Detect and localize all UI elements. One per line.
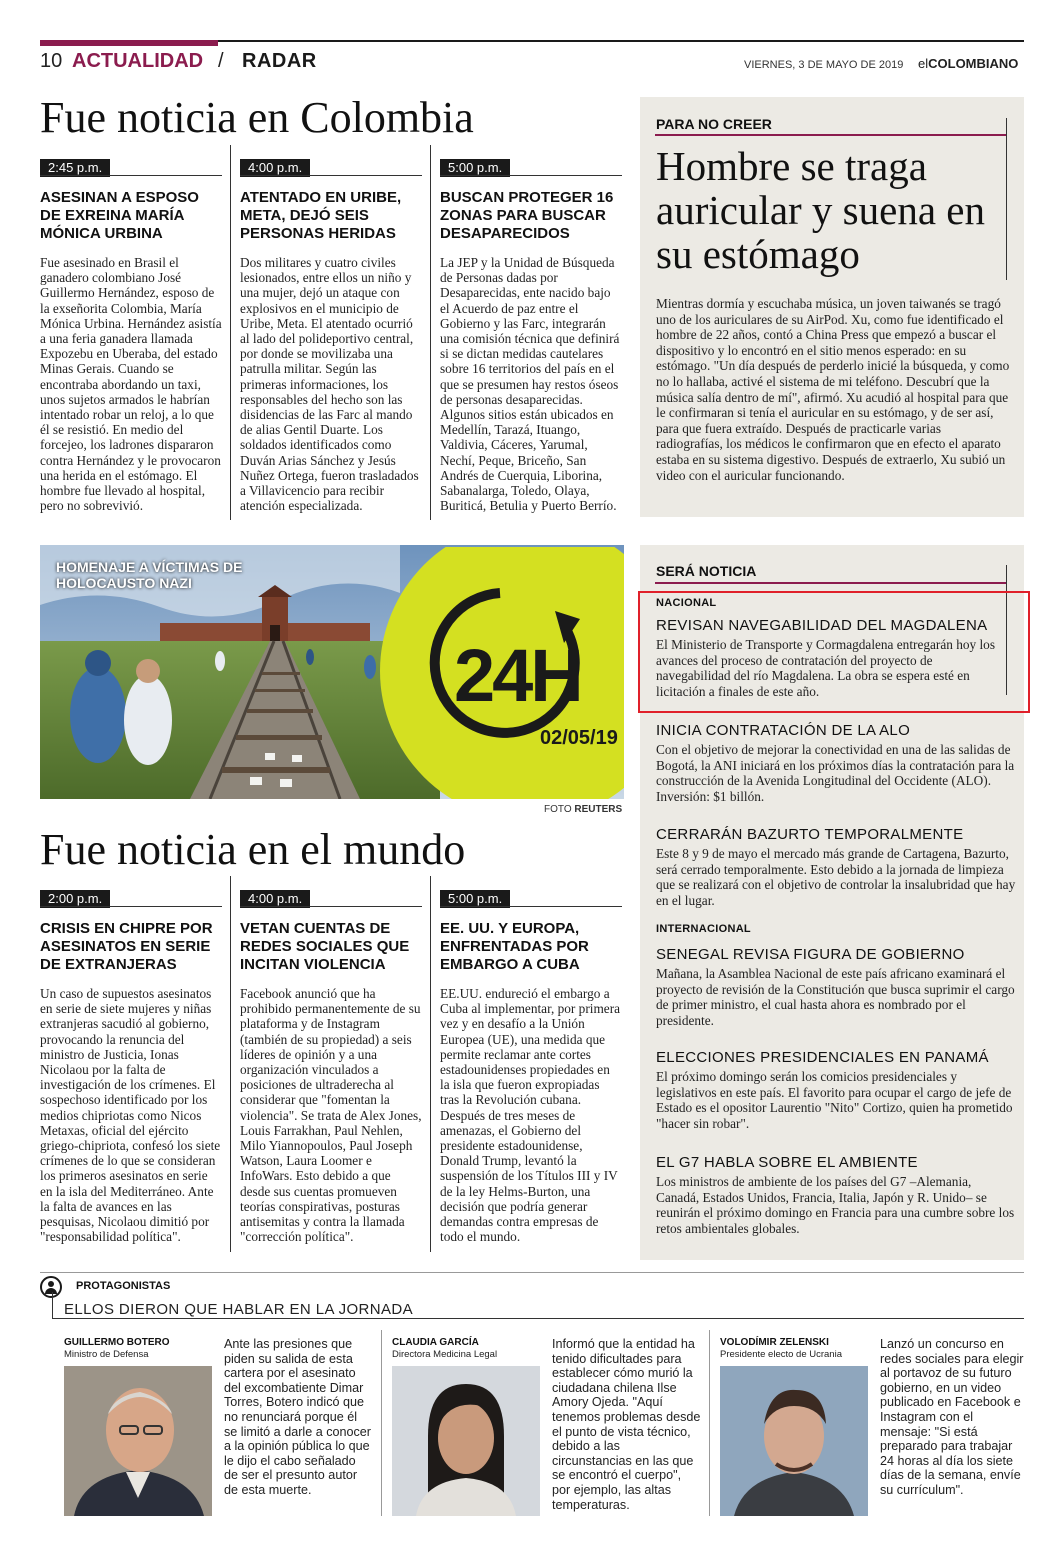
sera-noticia-item xyxy=(656,946,1016,1028)
sera-noticia-item xyxy=(656,1154,1016,1236)
protagonistas-rule xyxy=(52,1318,1024,1319)
column-rule xyxy=(230,876,231,1252)
sera-noticia-kicker: SERÁ NOTICIA xyxy=(656,563,757,579)
protagonist-name: VOLODÍMIR ZELENSKI xyxy=(720,1337,829,1348)
item-title: ELECCIONES PRESIDENCIALES EN PANAMÁ xyxy=(656,1049,989,1066)
24h-badge xyxy=(380,547,624,799)
internacional-label: INTERNACIONAL xyxy=(656,923,751,935)
protagonist-name: GUILLERMO BOTERO xyxy=(64,1337,170,1348)
para-no-creer-body: Mientras dormía y escuchaba música, un joven taiwanés se tragó uno de los auriculares de su AirPod. Xu, como fue identificado el hombre de 22 años, contó a China Press que empezó a buscar el dispositivo y lo encontró en el sitio menos esperado: en su estómago. "Un día después de perderlo inicié la búsqueda, y como no lo hallaba, activé el sistema de mi teléfono. Descubrí que la música salía dentro de mí", afirmó. Xu acudió al hospital para que le confirmaran si tenía el auricular en su estómago, y de ser así, para que fuera extraído. Después de practicarle varias radiografías, los médicos le confirmaron que en efecto el aparato estaba en su sistema digestivo. Después de extraerlo, Xu subió un video con el auricular funcionando. xyxy=(656,296,1010,483)
column-rule xyxy=(230,145,231,520)
colombia-story-2 xyxy=(240,157,422,513)
section-name: ACTUALIDAD xyxy=(72,50,204,72)
column-rule xyxy=(430,876,431,1252)
colombia-story-1 xyxy=(40,157,222,513)
photo-credit-source: REUTERS xyxy=(574,804,623,815)
kicker-rule xyxy=(655,134,1007,136)
nacional-label: NACIONAL xyxy=(656,597,717,609)
time-rule xyxy=(440,175,622,176)
item-body: Los ministros de ambiente de los países del G7 –Alemania, Canadá, Estados Unidos, Francia, Italia, Japón y R. Unido– se reunirán el próximo domingo en Francia para una cumbre sobre los retos ambientales globales. xyxy=(656,1174,1015,1236)
24h-date: 02/05/19 xyxy=(540,727,618,749)
item-title: INICIA CONTRATACIÓN DE LA ALO xyxy=(656,722,911,739)
avatar xyxy=(720,1366,868,1516)
story-title: CRISIS EN CHIPRE POR ASESINATOS EN SERIE DE EXTRANJERAS xyxy=(40,920,213,973)
mundo-heading: Fue noticia en el mundo xyxy=(40,825,466,874)
item-title: CERRARÁN BAZURTO TEMPORALMENTE xyxy=(656,826,964,843)
protagonistas-label: PROTAGONISTAS xyxy=(76,1280,171,1292)
sera-noticia-item xyxy=(656,826,1016,908)
protagonist-divider xyxy=(709,1330,710,1516)
story-time: 5:00 p.m. xyxy=(440,159,510,177)
protagonistas-subtitle: ELLOS DIERON QUE HABLAR EN LA JORNADA xyxy=(64,1301,414,1318)
item-title: SENEGAL REVISA FIGURA DE GOBIERNO xyxy=(656,946,965,963)
item-body: Este 8 y 9 de mayo el mercado más grande de Cartagena, Bazurto, será cerrado temporalmente. Esto debido a la jornada de limpieza que se realizará con el objetivo de controlar la insalubridad que hay en el lugar. xyxy=(656,846,1016,908)
side-rule xyxy=(1006,118,1007,280)
24h-label: 24H xyxy=(454,634,581,717)
column-rule xyxy=(430,145,431,520)
story-body: EE.UU. endureció el embargo a Cuba al implementar, por primera vez y en desafío a la Unión Europea (UE), una medida que permite reclamar ante cortes estadounidenses propiedades en la isla que fueron expropiadas tras la Revolución cubana. Después de tres meses de amenazas, el Gobierno del presidente estadounidense, Donald Trump, levantó la suspensión de los Títulos III y IV de la ley Helms-Burton, una decisión que podría generar demandas contra empresas de todo el mundo. xyxy=(440,986,621,1245)
time-rule xyxy=(440,906,622,907)
portrait-illustration xyxy=(392,1366,540,1516)
time-rule xyxy=(40,906,222,907)
protagonist-divider xyxy=(381,1330,382,1516)
holocaust-memorial-photo xyxy=(40,545,624,799)
story-time: 4:00 p.m. xyxy=(240,159,310,177)
story-time: 4:00 p.m. xyxy=(240,890,310,908)
photo-overlay-caption: HOMENAJE A VÍCTIMAS DE HOLOCAUSTO NAZI xyxy=(56,559,243,591)
sera-noticia-item xyxy=(656,722,1016,804)
masthead-name: COLOMBIANO xyxy=(928,56,1019,71)
protagonist-role: Ministro de Defensa xyxy=(64,1349,149,1360)
item-body: Mañana, la Asamblea Nacional de este país africano examinará el proyecto de revisión de la Constitución que busca suprimir el cargo de primer ministro, el cual hasta ahora es nombrado por el presidente. xyxy=(656,966,1015,1028)
protagonist-quote: Informó que la entidad ha tenido dificultades para establecer cómo murió la ciudadana chilena Ilse Amory Ojeda. "Aquí tenemos problemas desde el punto de vista técnico, debido a las circunstancias en las que se encontró el cuerpo", por ejemplo, las altas temperaturas. xyxy=(552,1337,701,1512)
dateline: VIERNES, 3 DE MAYO DE 2019 xyxy=(744,59,904,71)
header-accent-bar xyxy=(40,40,218,46)
person-icon xyxy=(40,1276,62,1298)
avatar xyxy=(392,1366,540,1516)
portrait-illustration xyxy=(720,1366,868,1516)
protagonist-quote: Lanzó un concurso en redes sociales para elegir al portavoz de su futuro gobierno, en un video publicado en Facebook e Instagram con el mensaje: "Si está preparado para trabajar 24 horas al día los siete días de la semana, envíe su currículum". xyxy=(880,1337,1024,1497)
colombia-heading: Fue noticia en Colombia xyxy=(40,93,474,142)
photo-credit-prefix: FOTO xyxy=(544,804,572,815)
section-slash: / xyxy=(218,50,224,72)
protagonist-role: Presidente electo de Ucrania xyxy=(720,1349,842,1360)
story-body: Facebook anunció que ha prohibido permanentemente de su plataforma y de Instagram (también de su propiedad) a seis líderes de opinión y a una organización vinculados a posiciones de ultraderecha al considerar que "fomentan la violencia". Se trata de Alex Jones, Louis Farrakhan, Paul Nehlen, Milo Yiannopoulos, Paul Joseph Watson, Laura Loomer e InfoWars. Esto debido a que desde sus cuentas promueven teorías conspirativas, posturas antisemitas y contra la llamada "corrección política". xyxy=(240,986,422,1245)
protagonistas-top-rule xyxy=(40,1272,1024,1273)
protagonist-quote: Ante las presiones que piden su salida de esta cartera por el asesinato del excombatiente Dimar Torres, Botero indicó que no renunciará porque él se limitó a darle a conocer a la opinión pública lo que le dijo el cabo señalado de ser el presunto autor de esta muerte. xyxy=(224,1337,371,1497)
mundo-story-1 xyxy=(40,888,222,1244)
kicker-rule xyxy=(655,582,1007,584)
item-body: Con el objetivo de mejorar la conectividad en una de las salidas de Bogotá, la ANI iniciará en los próximos días la contratación para la construcción de la Avenida Longitudinal del Occidente (ALO). Inversión: $1 billón. xyxy=(656,742,1015,804)
story-body: Fue asesinado en Brasil el ganadero colombiano José Guillermo Hernández, esposo de la exseñorita Colombia, María Mónica Urbina. Hernández asistía a una feria ganadera llamada Expozebu en Uberaba, del estado Minas Gerais. Cuando se encontraba abordando un taxi, unos sujetos armados le habrían intentado robar un reloj, a lo que él se resistió. En medio del forcejeo, los ladrones dispararon contra Hernández y le provocaron una herida en el estómago. El hombre fue llevado al hospital, pero no sobrevivió. xyxy=(40,255,222,514)
time-rule xyxy=(240,175,422,176)
story-time: 5:00 p.m. xyxy=(440,890,510,908)
subsection-name: RADAR xyxy=(242,50,317,72)
photo-credit xyxy=(544,804,622,815)
page-number: 10 xyxy=(40,50,63,72)
story-title: ATENTADO EN URIBE, META, DEJÓ SEIS PERSONAS HERIDAS xyxy=(240,189,402,242)
story-title: BUSCAN PROTEGER 16 ZONAS PARA BUSCAR DESAPARECIDOS xyxy=(440,189,614,242)
item-title: EL G7 HABLA SOBRE EL AMBIENTE xyxy=(656,1154,918,1171)
story-body: Un caso de supuestos asesinatos en serie de siete mujeres y niñas extranjeras sacudió al gobierno, provocando la renuncia del ministro de Justicia, Ionas Nicolaou por la falta de investigación de los crímenes. El sospechoso identificado por los medios chipriotas como Nicos Metaxas, oficial del ejército griego-chipriota, confesó los siete crímenes de lo que se consideran los primeros asesinatos en serie en la isla del Mediterráneo. Ante la falta de avances en las pesquisas, Nicolaou dimitió por "responsabilidad política". xyxy=(40,986,221,1245)
masthead xyxy=(918,56,1018,71)
item-body: El Ministerio de Transporte y Cormagdalena entregarán hoy los avances del proceso de contratación del proyecto de navegabilidad del río Magdalena. La obra se espera esté en licitación a finales de este año. xyxy=(656,637,995,699)
story-body: La JEP y la Unidad de Búsqueda de Personas dadas por Desaparecidas, ente nacido bajo el Acuerdo de paz entre el Gobierno y las Farc, integrarán una comisión técnica que definirá si se dictan medidas cautelares sobre 16 territorios del país en el que se presumen hay restos óseos de personas desaparecidas. Algunos sitios están ubicados en Medellín, Tarazá, Ituango, Valdivia, Cáceres, Yarumal, Nechí, Peque, Briceño, San Andrés de Cuerquia, Liborina, Sabanalarga, Toledo, Olaya, Buriticá, Betulia y Puerto Berrío. xyxy=(440,255,620,514)
story-body: Dos militares y cuatro civiles lesionados, entre ellos un niño y una mujer, dejó un ataque con explosivos en el municipio de Uribe, Meta. El atentado ocurrió al lado del polideportivo central, por donde se movilizaba una patrulla militar. Según las primeras informaciones, los responsables del hecho son las disidencias de las Farc al mando de alias Gentil Duarte. Los soldados identificados como Duván Arias Sánchez y Jesús Nuñez Ortega, fueron trasladados a Villavicencio para recibir atención especializada. xyxy=(240,255,419,514)
story-time: 2:00 p.m. xyxy=(40,890,110,908)
colombia-story-3 xyxy=(440,157,622,513)
protagonistas-rule-vertical xyxy=(52,1292,53,1319)
portrait-illustration xyxy=(64,1366,212,1516)
item-title: REVISAN NAVEGABILIDAD DEL MAGDALENA xyxy=(656,617,988,634)
time-rule xyxy=(40,175,222,176)
time-rule xyxy=(240,906,422,907)
para-no-creer-kicker: PARA NO CREER xyxy=(656,116,772,132)
mundo-story-3 xyxy=(440,888,622,1244)
sera-noticia-item xyxy=(656,617,1006,699)
story-title: EE. UU. Y EUROPA, ENFRENTADAS POR EMBARGO A CUBA xyxy=(440,920,589,973)
mundo-story-2 xyxy=(240,888,422,1244)
para-no-creer-title: Hombre se traga auricular y suena en su estómago xyxy=(656,143,985,277)
protagonist-name: CLAUDIA GARCÍA xyxy=(392,1337,479,1348)
story-title: ASESINAN A ESPOSO DE EXREINA MARÍA MÓNICA URBINA xyxy=(40,189,199,242)
story-title: VETAN CUENTAS DE REDES SOCIALES QUE INCITAN VIOLENCIA xyxy=(240,920,410,973)
protagonist-role: Directora Medicina Legal xyxy=(392,1349,498,1360)
story-time: 2:45 p.m. xyxy=(40,159,110,177)
sera-noticia-item xyxy=(656,1049,1016,1131)
item-body: El próximo domingo serán los comicios presidenciales y legislativos en este país. El favorito para ocupar el cargo de jefe de Estado es el opositor Laurentio "Nito" Cortizo, quien ha prometido "hacer sin robar". xyxy=(656,1069,1013,1131)
masthead-prefix: el xyxy=(918,56,929,71)
avatar xyxy=(64,1366,212,1516)
